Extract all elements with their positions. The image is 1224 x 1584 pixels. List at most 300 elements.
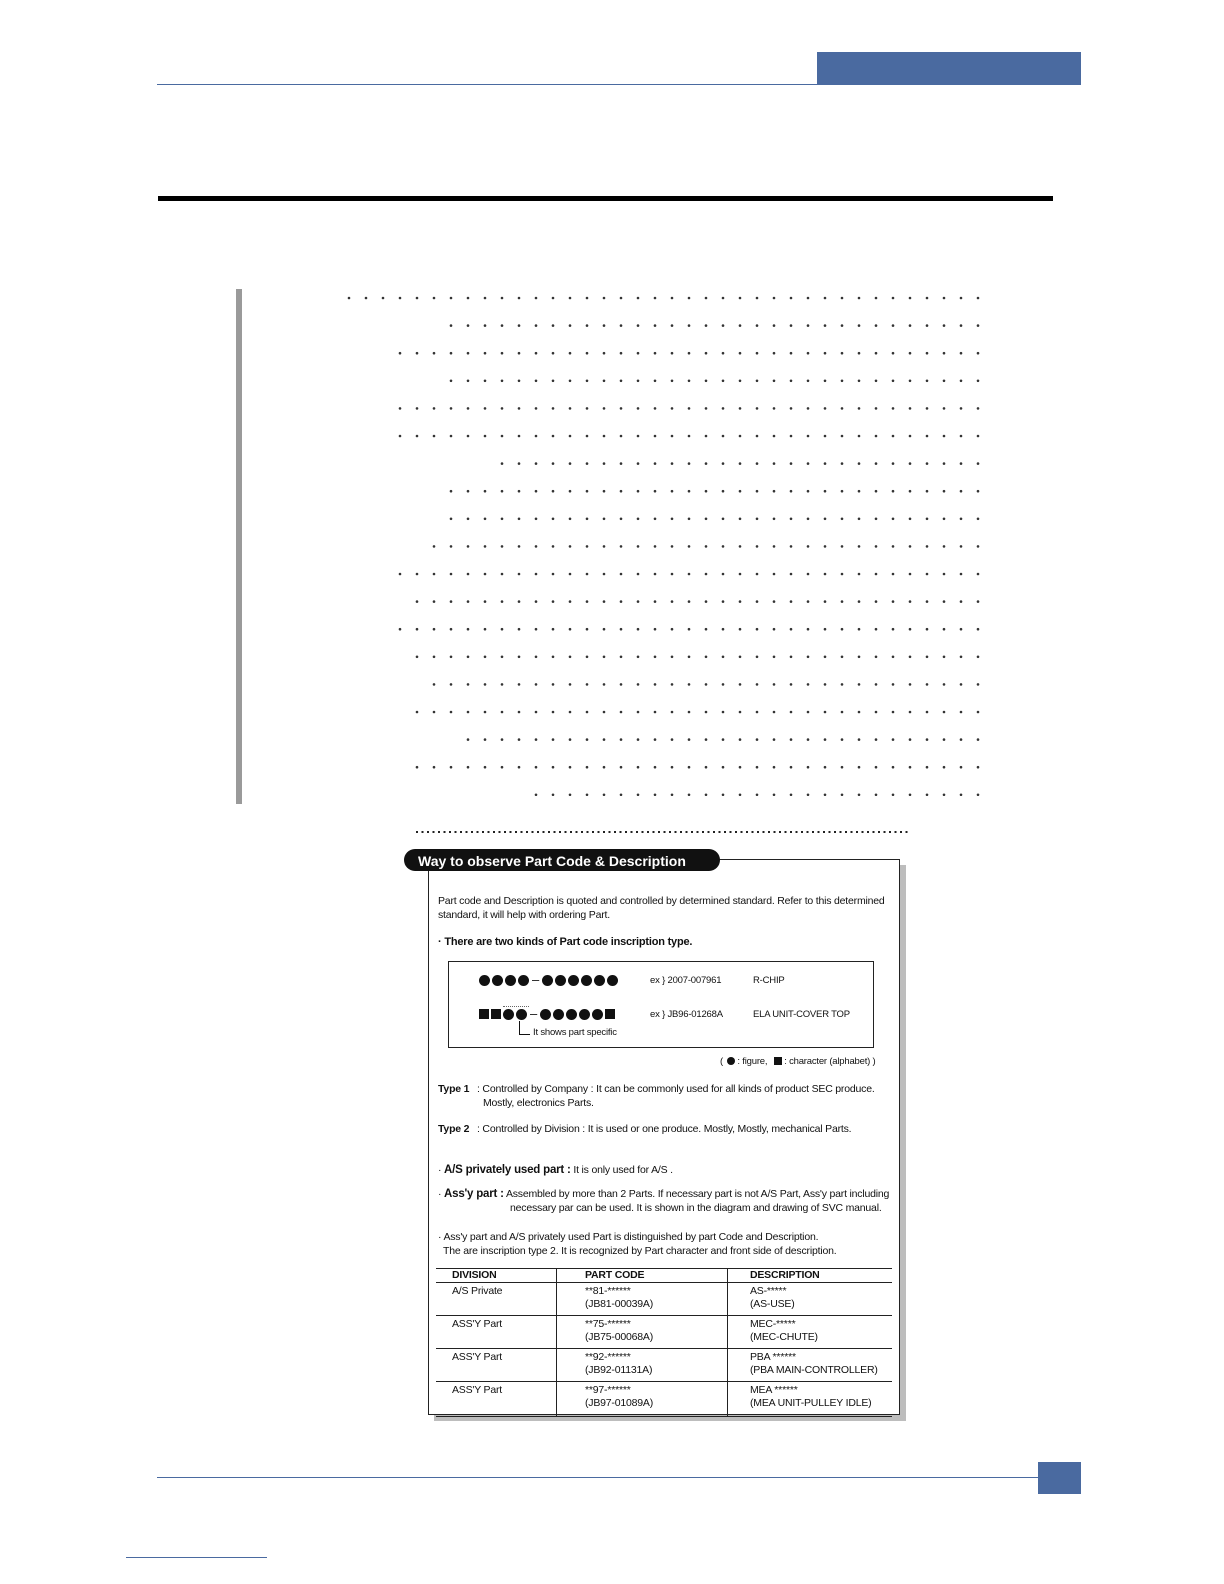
leader-dot	[603, 407, 606, 410]
leader-dot	[875, 794, 878, 797]
leader-dot	[756, 380, 759, 383]
leader-dot	[790, 656, 793, 659]
leader-dot	[926, 683, 929, 686]
leader-dot	[433, 711, 436, 714]
leader-dot	[756, 738, 759, 741]
leader-dot	[943, 462, 946, 465]
leader-dot	[943, 435, 946, 438]
leader-dot	[926, 380, 929, 383]
leader-dot	[773, 656, 776, 659]
leader-dot	[858, 573, 861, 576]
character-square-icon	[479, 1009, 489, 1019]
leader-dot	[892, 352, 895, 355]
leader-dot	[603, 545, 606, 548]
leader-dot	[637, 297, 640, 300]
leader-dot	[433, 600, 436, 603]
leader-dot	[552, 297, 555, 300]
figure-dot-icon	[542, 975, 553, 986]
leader-dot	[926, 600, 929, 603]
leader-dot	[756, 324, 759, 327]
leader-dot	[518, 683, 521, 686]
leader-dot	[433, 628, 436, 631]
col-division: DIVISION	[436, 1269, 557, 1283]
leader-dot	[977, 573, 980, 576]
leader-dot	[671, 766, 674, 769]
figure-dot-icon	[581, 975, 592, 986]
leader-dot	[909, 518, 912, 521]
leader-dot	[943, 656, 946, 659]
leader-dot	[722, 518, 725, 521]
leader-dot	[977, 435, 980, 438]
leader-dot	[756, 545, 759, 548]
leader-dot	[773, 380, 776, 383]
leader-dot	[807, 628, 810, 631]
figure-dot-icon	[579, 1009, 590, 1020]
leader-dot	[637, 738, 640, 741]
dash-icon: –	[530, 1006, 538, 1021]
part-code-example: (JB97-01089A)	[585, 1397, 654, 1409]
leader-dot	[960, 656, 963, 659]
leader-dot	[569, 683, 572, 686]
leader-dot	[637, 600, 640, 603]
leader-dot	[824, 518, 827, 521]
leader-dot	[977, 324, 980, 327]
leader-dot	[705, 794, 708, 797]
leader-dot	[671, 656, 674, 659]
leader-dot	[926, 656, 929, 659]
leader-dot	[858, 297, 861, 300]
leader-dot	[841, 683, 844, 686]
example1-desc: R-CHIP	[753, 975, 785, 986]
leader-dot	[501, 683, 504, 686]
leader-dot	[773, 407, 776, 410]
leader-dot	[858, 407, 861, 410]
leader-dot	[535, 462, 538, 465]
leader-dot	[518, 490, 521, 493]
cell-division: ASS'Y Part	[436, 1349, 557, 1382]
part-code-example: (JB81-00039A)	[585, 1298, 654, 1310]
leader-dot	[467, 683, 470, 686]
leader-dot	[501, 407, 504, 410]
leader-dot	[450, 600, 453, 603]
leader-dot	[535, 545, 538, 548]
leader-dot	[909, 683, 912, 686]
leader-dot	[501, 656, 504, 659]
leader-dot	[739, 380, 742, 383]
leader-dot	[705, 656, 708, 659]
leader-dot	[807, 352, 810, 355]
leader-dot	[875, 435, 878, 438]
leader-dot	[688, 352, 691, 355]
leader-dot	[807, 711, 810, 714]
leader-dot	[552, 711, 555, 714]
leader-dot	[671, 435, 674, 438]
leader-dot	[722, 656, 725, 659]
leader-dot	[960, 683, 963, 686]
leader-dot	[654, 683, 657, 686]
leader-dot	[535, 435, 538, 438]
leader-dot	[858, 738, 861, 741]
leader-dot	[858, 352, 861, 355]
leader-dot	[637, 380, 640, 383]
leader-dot	[705, 380, 708, 383]
cell-part-code	[557, 1349, 728, 1382]
bullet-two-kinds-text: There are two kinds of Part code inscription type.	[444, 936, 693, 948]
leader-dot	[416, 766, 419, 769]
leader-dot	[484, 380, 487, 383]
leader-dot	[467, 324, 470, 327]
leader-dot	[603, 628, 606, 631]
example1-code: ex } 2007-007961	[650, 975, 722, 986]
leader-dot	[824, 628, 827, 631]
leader-dot	[501, 766, 504, 769]
leader-dot	[875, 462, 878, 465]
leader-dot	[773, 352, 776, 355]
leader-dot	[858, 766, 861, 769]
leader-dot	[586, 628, 589, 631]
leader-dot	[909, 380, 912, 383]
leader-dot	[790, 380, 793, 383]
legend-figure: : figure,	[737, 1056, 768, 1067]
leader-dot	[586, 407, 589, 410]
leader-dot	[603, 380, 606, 383]
leader-dot	[484, 628, 487, 631]
leader-dot	[722, 628, 725, 631]
leader-dot	[467, 738, 470, 741]
legend-character: : character (alphabet) )	[784, 1056, 876, 1067]
leader-dot	[824, 738, 827, 741]
leader-dot	[416, 435, 419, 438]
leader-dot	[518, 545, 521, 548]
leader-dot	[654, 407, 657, 410]
leader-dot	[722, 738, 725, 741]
leader-dot	[569, 656, 572, 659]
leader-dot	[909, 407, 912, 410]
leader-dot	[892, 656, 895, 659]
leader-dot	[892, 628, 895, 631]
leader-dot	[586, 324, 589, 327]
leader-dot	[705, 711, 708, 714]
leader-dot	[467, 656, 470, 659]
leader-dot	[586, 711, 589, 714]
leader-dot	[535, 518, 538, 521]
leader-dot	[977, 628, 980, 631]
leader-dot	[739, 518, 742, 521]
leader-dot	[484, 518, 487, 521]
leader-dot	[552, 738, 555, 741]
leader-dot	[535, 711, 538, 714]
leader-dot	[467, 711, 470, 714]
leader-dot	[705, 435, 708, 438]
leader-dot	[501, 600, 504, 603]
leader-dot	[909, 600, 912, 603]
leader-dot	[943, 794, 946, 797]
leader-dot	[586, 462, 589, 465]
note-b: The are inscription type 2. It is recognized by Part character and front side of description.	[443, 1245, 837, 1257]
description: MEC-*****	[750, 1318, 796, 1330]
leader-dot	[756, 711, 759, 714]
leader-dot	[535, 600, 538, 603]
leader-dot	[807, 407, 810, 410]
panel-title: Way to observe Part Code & Description	[418, 853, 686, 869]
toc-side-bar	[236, 289, 242, 804]
figure-dot-icon	[566, 1009, 577, 1020]
leader-dot	[535, 683, 538, 686]
leader-dot	[943, 352, 946, 355]
leader-dot	[671, 628, 674, 631]
leader-dot	[484, 545, 487, 548]
leader-dot	[467, 380, 470, 383]
leader-dot	[807, 683, 810, 686]
leader-dot	[790, 628, 793, 631]
leader-dot	[654, 600, 657, 603]
leader-dot	[535, 766, 538, 769]
leader-dot	[620, 600, 623, 603]
leader-dot	[552, 794, 555, 797]
leader-dot	[654, 656, 657, 659]
leader-dot	[875, 407, 878, 410]
leader-dot	[654, 628, 657, 631]
leader-dot	[518, 766, 521, 769]
figure-dot-icon	[503, 1009, 514, 1020]
leader-dot	[416, 573, 419, 576]
leader-dot	[790, 462, 793, 465]
leader-dot	[875, 738, 878, 741]
leader-dot	[977, 407, 980, 410]
leader-dot	[739, 600, 742, 603]
cell-part-code	[557, 1283, 728, 1316]
leader-dot	[688, 683, 691, 686]
leader-dot	[790, 573, 793, 576]
leader-dot	[552, 380, 555, 383]
leader-dot	[875, 766, 878, 769]
leader-dot	[909, 738, 912, 741]
leader-dot	[807, 766, 810, 769]
leader-dot	[416, 656, 419, 659]
leader-dot	[671, 407, 674, 410]
leader-dot	[977, 490, 980, 493]
leader-dot	[773, 435, 776, 438]
leader-dot	[450, 518, 453, 521]
leader-dot	[518, 407, 521, 410]
note-a: · Ass'y part and A/S privately used Part is distinguished by part Code and Description.	[438, 1231, 819, 1243]
leader-dot	[977, 738, 980, 741]
leader-dot	[773, 573, 776, 576]
leader-dot	[518, 628, 521, 631]
leader-dot	[586, 545, 589, 548]
leader-dot	[433, 656, 436, 659]
cell-description	[728, 1283, 893, 1316]
leader-dot	[943, 297, 946, 300]
leader-dot	[671, 518, 674, 521]
leader-dot	[739, 490, 742, 493]
leader-dot	[841, 711, 844, 714]
description: AS-*****	[750, 1285, 787, 1297]
leader-dot	[977, 380, 980, 383]
leader-dot	[552, 324, 555, 327]
leader-dot	[620, 545, 623, 548]
leader-dot	[450, 435, 453, 438]
leader-dot	[790, 766, 793, 769]
leader-dot	[433, 766, 436, 769]
leader-dot	[637, 766, 640, 769]
footer-link-underline	[126, 1557, 267, 1558]
leader-dot	[943, 683, 946, 686]
leader-dot	[824, 352, 827, 355]
leader-dot	[739, 407, 742, 410]
leader-dot	[858, 435, 861, 438]
leader-dot	[501, 324, 504, 327]
leader-dot	[569, 711, 572, 714]
leader-dot	[858, 794, 861, 797]
leader-dot	[467, 600, 470, 603]
leader-dot	[960, 600, 963, 603]
leader-dot	[399, 352, 402, 355]
title-rule	[158, 196, 1053, 201]
leader-dot	[722, 324, 725, 327]
leader-dot	[450, 683, 453, 686]
leader-dot	[892, 573, 895, 576]
type1-text-cont: Mostly, electronics Parts.	[483, 1097, 594, 1109]
leader-dot	[688, 656, 691, 659]
leader-dot	[824, 766, 827, 769]
leader-dot	[501, 462, 504, 465]
leader-dot	[637, 518, 640, 521]
leader-dot	[705, 352, 708, 355]
leader-dot	[637, 545, 640, 548]
leader-dot	[824, 600, 827, 603]
leader-dot	[841, 462, 844, 465]
leader-dot	[620, 683, 623, 686]
leader-dot	[569, 297, 572, 300]
leader-dot	[943, 380, 946, 383]
leader-dot	[977, 297, 980, 300]
leader-dot	[892, 518, 895, 521]
leader-dot	[875, 490, 878, 493]
leader-dot	[705, 545, 708, 548]
leader-dot	[773, 683, 776, 686]
example2-code: ex } JB96-01268A	[650, 1009, 723, 1020]
leader-dot	[909, 462, 912, 465]
leader-dot	[926, 738, 929, 741]
leader-dot	[909, 352, 912, 355]
leader-dot	[977, 711, 980, 714]
leader-dot	[518, 352, 521, 355]
leader-dot	[790, 711, 793, 714]
leader-dot	[960, 297, 963, 300]
leader-dot	[926, 490, 929, 493]
description-example: (AS-USE)	[750, 1298, 795, 1310]
leader-dot	[960, 352, 963, 355]
leader-dot	[892, 766, 895, 769]
leader-dot	[467, 518, 470, 521]
leader-dot	[654, 380, 657, 383]
leader-dot	[518, 600, 521, 603]
leader-dot	[399, 297, 402, 300]
leader-dot	[739, 656, 742, 659]
leader-dot	[790, 297, 793, 300]
leader-dot	[773, 711, 776, 714]
leader-dot	[688, 766, 691, 769]
leader-dot	[739, 352, 742, 355]
figure-dot-icon	[568, 975, 579, 986]
leader-dot	[858, 545, 861, 548]
leader-dot	[671, 738, 674, 741]
leader-dot	[926, 352, 929, 355]
division-table	[436, 1268, 892, 1417]
leader-dot	[688, 573, 691, 576]
leader-dot	[960, 738, 963, 741]
leader-dot	[824, 656, 827, 659]
leader-dot	[603, 766, 606, 769]
leader-dot	[722, 766, 725, 769]
leader-dot	[790, 435, 793, 438]
leader-dot	[926, 766, 929, 769]
figure-dot-icon	[518, 975, 529, 986]
leader-dot	[756, 462, 759, 465]
leader-dot	[909, 435, 912, 438]
leader-dot	[858, 656, 861, 659]
leader-dot	[807, 380, 810, 383]
leader-dot	[841, 407, 844, 410]
figure-dot-icon	[594, 975, 605, 986]
leader-dot	[450, 407, 453, 410]
leader-dot	[739, 628, 742, 631]
leader-dot	[909, 628, 912, 631]
leader-dot	[943, 573, 946, 576]
figure-dot-icon	[479, 975, 490, 986]
leader-dot	[450, 766, 453, 769]
leader-dot	[620, 297, 623, 300]
leader-dot	[739, 435, 742, 438]
leader-dot	[603, 297, 606, 300]
leader-dot	[348, 297, 351, 300]
leader-dot	[739, 766, 742, 769]
leader-dot	[365, 297, 368, 300]
figure-dot-icon	[592, 1009, 603, 1020]
leader-dot	[569, 324, 572, 327]
leader-dot	[858, 380, 861, 383]
leader-dot	[858, 462, 861, 465]
leader-dot	[841, 738, 844, 741]
leader-dot	[943, 738, 946, 741]
cell-part-code	[557, 1382, 728, 1417]
leader-dot	[824, 435, 827, 438]
as-private-line: · A/S privately used part : It is only used for A/S .	[438, 1164, 673, 1176]
leader-dot	[552, 573, 555, 576]
leader-dot	[858, 711, 861, 714]
leader-dot	[739, 711, 742, 714]
character-square-icon	[605, 1009, 615, 1019]
leader-dot	[484, 766, 487, 769]
leader-dot	[773, 297, 776, 300]
leader-dot	[552, 490, 555, 493]
leader-dot	[756, 683, 759, 686]
leader-dot	[756, 490, 759, 493]
leader-dot	[654, 297, 657, 300]
leader-dot	[501, 352, 504, 355]
description: PBA ******	[750, 1351, 796, 1363]
leader-dot	[892, 324, 895, 327]
leader-dot	[620, 656, 623, 659]
leader-dot	[977, 545, 980, 548]
leader-dot	[586, 683, 589, 686]
leader-dot	[637, 435, 640, 438]
leader-dot	[756, 352, 759, 355]
leader-dot	[773, 518, 776, 521]
leader-dot	[552, 352, 555, 355]
leader-dot	[501, 545, 504, 548]
